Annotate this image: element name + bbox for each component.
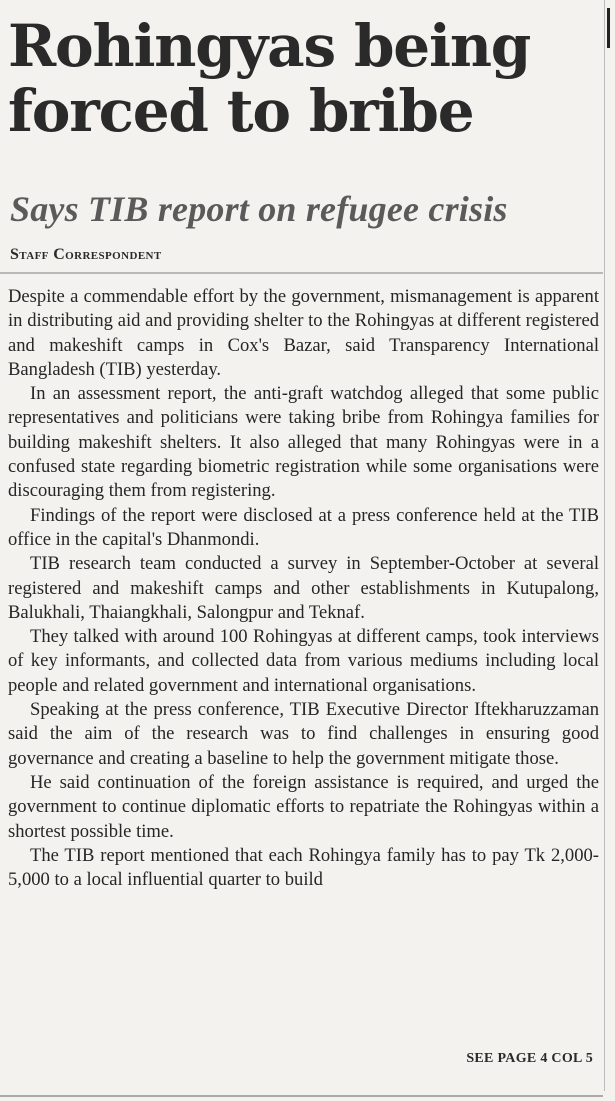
article-headline: Rohingyas being forced to bribe [8, 12, 531, 145]
article-paragraph: The TIB report mentioned that each Rohingya family has to pay Tk 2,000-5,000 to a local influential quarter to build [8, 844, 599, 891]
article-body [8, 285, 599, 892]
article-paragraph: They talked with around 100 Rohingyas at different camps, took interviews of key informants, and collected data from various mediums including local people and related government and international organisations. [8, 626, 599, 696]
article-byline: Staff Correspondent [10, 246, 162, 263]
article-paragraph: Despite a commendable effort by the government, mismanagement is apparent in distributing aid and providing shelter to the Rohingyas at different registered and makeshift camps in Cox's Bazar, said Transparency International Bangladesh (TIB) yesterday. [8, 286, 599, 380]
article-paragraph: He said continuation of the foreign assistance is required, and urged the government to continue diplomatic efforts to repatriate the Rohingyas within a shortest possible time. [8, 771, 599, 842]
continued-jump-line: SEE PAGE 4 COL 5 [466, 1051, 593, 1066]
article-paragraph: Findings of the report were disclosed at a press conference held at the TIB office in the capital's Dhanmondi. [8, 504, 599, 550]
article-subheadline: Says TIB report on refugee crisis [10, 189, 508, 229]
article-paragraph: TIB research team conducted a survey in September-October at several registered and makeshift camps and other establishments in Kutupalong, Balukhali, Thaiangkhali, Salongpur and Teknaf. [8, 553, 599, 623]
adjacent-column-edge [604, 0, 613, 1091]
article-paragraph: Speaking at the press conference, TIB Executive Director Iftekharuzzaman said the aim of the research was to find challenges in ensuring good governance and creating a baseline to help the government mitigate those. [8, 699, 599, 769]
byline-divider [0, 272, 603, 274]
article-paragraph: In an assessment report, the anti-graft watchdog alleged that some public representatives and politicians were taking bribe from Rohingya families for building makeshift shelters. It also alleged that many Rohingyas were in a confused state regarding biometric registration while some organisations were discouraging them from registering. [8, 383, 599, 502]
bottom-divider [0, 1095, 603, 1097]
